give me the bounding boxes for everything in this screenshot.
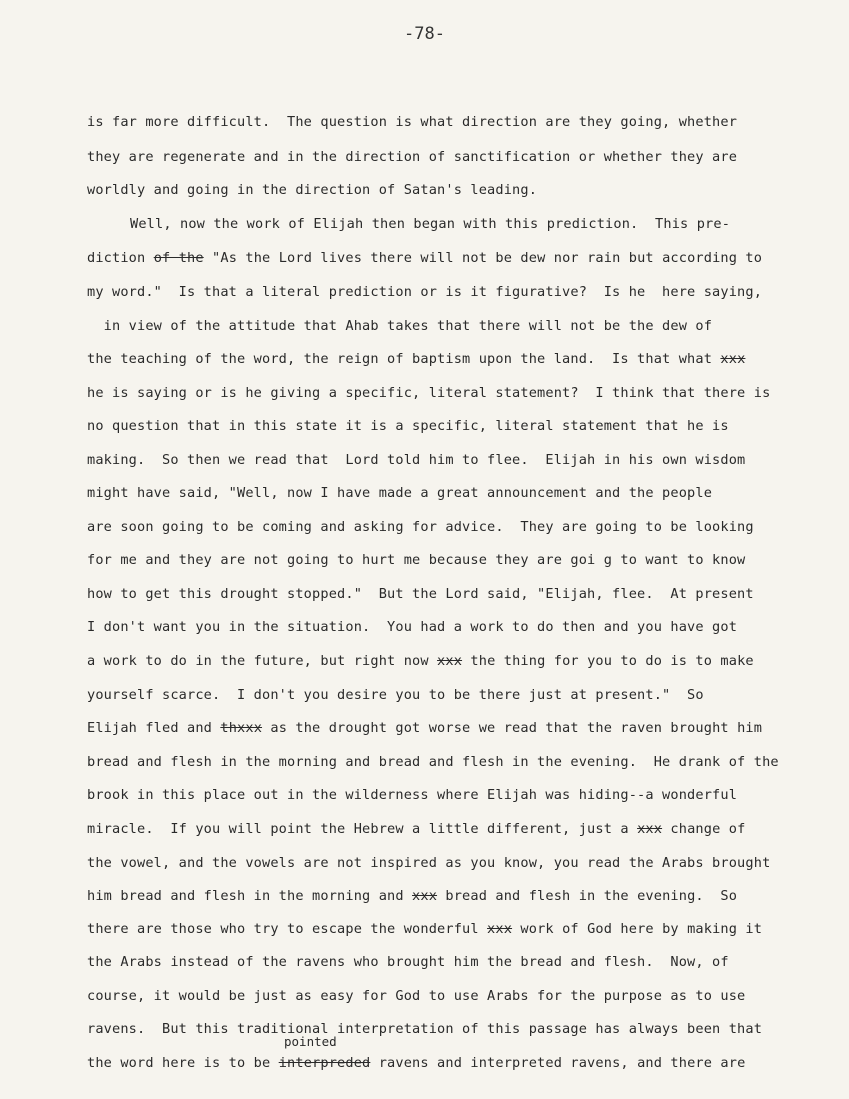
line-text: there are those who try to escape the wonderful <box>87 921 488 937</box>
struck-text: of the <box>153 250 204 266</box>
line-text: how to get this drought stopped." But the Lord said, "Elijah, flee. At present <box>87 586 754 602</box>
line-text-continued: the thing for you to do is to make <box>462 653 754 669</box>
text-line <box>87 1054 745 1072</box>
struck-text: thxxx <box>220 720 263 736</box>
line-text-continued: change of <box>662 821 746 837</box>
line-text: miracle. If you will point the Hebrew a little different, just a <box>87 821 638 837</box>
line-text: my word." Is that a literal prediction or is it figurative? Is he here saying, <box>87 284 763 300</box>
line-text-continued: work of God here by making it <box>512 921 763 937</box>
text-line <box>87 148 737 166</box>
struck-text: xxx <box>637 821 663 837</box>
text-line <box>87 585 754 603</box>
line-text-continued: ravens and interpreted ravens, and there are <box>370 1055 746 1071</box>
line-text: diction <box>87 250 154 266</box>
text-line <box>87 518 754 536</box>
line-text: ravens. But this traditional interpretation of this passage has always been that <box>87 1021 763 1037</box>
line-text: for me and they are not going to hurt me because they are goi g to want to know <box>87 552 746 568</box>
text-line <box>87 317 712 335</box>
line-text: a work to do in the future, but right now <box>87 653 438 669</box>
line-text: the vowel, and the vowels are not inspired as you know, you read the Arabs brought <box>87 855 771 871</box>
line-text-continued: bread and flesh in the evening. So <box>437 888 738 904</box>
text-line <box>87 181 537 199</box>
line-text: the word here is to be <box>87 1055 279 1071</box>
text-line <box>87 283 762 301</box>
text-line <box>87 887 737 905</box>
text-line <box>87 753 779 771</box>
text-line <box>87 719 762 737</box>
text-line <box>87 652 754 670</box>
line-text: the teaching of the word, the reign of baptism upon the land. Is that what <box>87 351 721 367</box>
line-text: in view of the attitude that Ahab takes that there will not be the dew of <box>87 318 713 334</box>
line-text: I don't want you in the situation. You had a work to do then and you have got <box>87 619 738 635</box>
text-line <box>87 417 729 435</box>
struck-text: xxx <box>437 653 463 669</box>
text-line <box>87 854 770 872</box>
text-line <box>87 451 745 469</box>
line-text: Elijah fled and <box>87 720 221 736</box>
struck-text: interpreded <box>278 1055 371 1071</box>
line-text: is far more difficult. The question is what direction are they going, whether <box>87 114 738 130</box>
line-text: worldly and going in the direction of Satan's leading. <box>87 182 538 198</box>
line-text: are soon going to be coming and asking for advice. They are going to be looking <box>87 519 754 535</box>
text-line <box>87 618 737 636</box>
line-text: making. So then we read that Lord told him to flee. Elijah in his own wisdom <box>87 452 746 468</box>
struck-text: xxx <box>412 888 438 904</box>
line-text: might have said, "Well, now I have made a great announcement and the people <box>87 485 713 501</box>
line-text: him bread and flesh in the morning and <box>87 888 413 904</box>
text-line <box>87 113 737 131</box>
text-line <box>87 384 770 402</box>
text-line <box>87 953 729 971</box>
text-line <box>87 484 712 502</box>
line-text: bread and flesh in the morning and bread and flesh in the evening. He drank of the <box>87 754 779 770</box>
text-line <box>87 686 704 704</box>
text-line <box>87 987 745 1005</box>
line-text-continued: "As the Lord lives there will not be dew nor rain but according to <box>203 250 763 266</box>
line-text: no question that in this state it is a specific, literal statement that he is <box>87 418 729 434</box>
text-line <box>87 786 737 804</box>
text-line <box>87 350 745 368</box>
text-line <box>87 1020 762 1038</box>
page-number: -78- <box>404 24 445 44</box>
text-line <box>87 820 745 838</box>
line-text: course, it would be just as easy for God to use Arabs for the purpose as to use <box>87 988 746 1004</box>
line-text: he is saying or is he giving a specific, literal statement? I think that there is <box>87 385 771 401</box>
struck-text: xxx <box>720 351 746 367</box>
line-text: brook in this place out in the wilderness where Elijah was hiding--a wonderful <box>87 787 738 803</box>
line-text: the Arabs instead of the ravens who brought him the bread and flesh. Now, of <box>87 954 729 970</box>
line-text-continued: as the drought got worse we read that the raven brought him <box>262 720 763 736</box>
text-line <box>87 249 762 267</box>
line-text: Well, now the work of Elijah then began with this prediction. This pre- <box>130 216 731 232</box>
line-text: yourself scarce. I don't you desire you to be there just at present." So <box>87 687 704 703</box>
handwritten-insertion: pointed <box>284 1034 337 1049</box>
text-line <box>130 215 730 233</box>
text-line <box>87 551 745 569</box>
line-text: they are regenerate and in the direction of sanctification or whether they are <box>87 149 738 165</box>
text-line <box>87 920 762 938</box>
struck-text: xxx <box>487 921 513 937</box>
